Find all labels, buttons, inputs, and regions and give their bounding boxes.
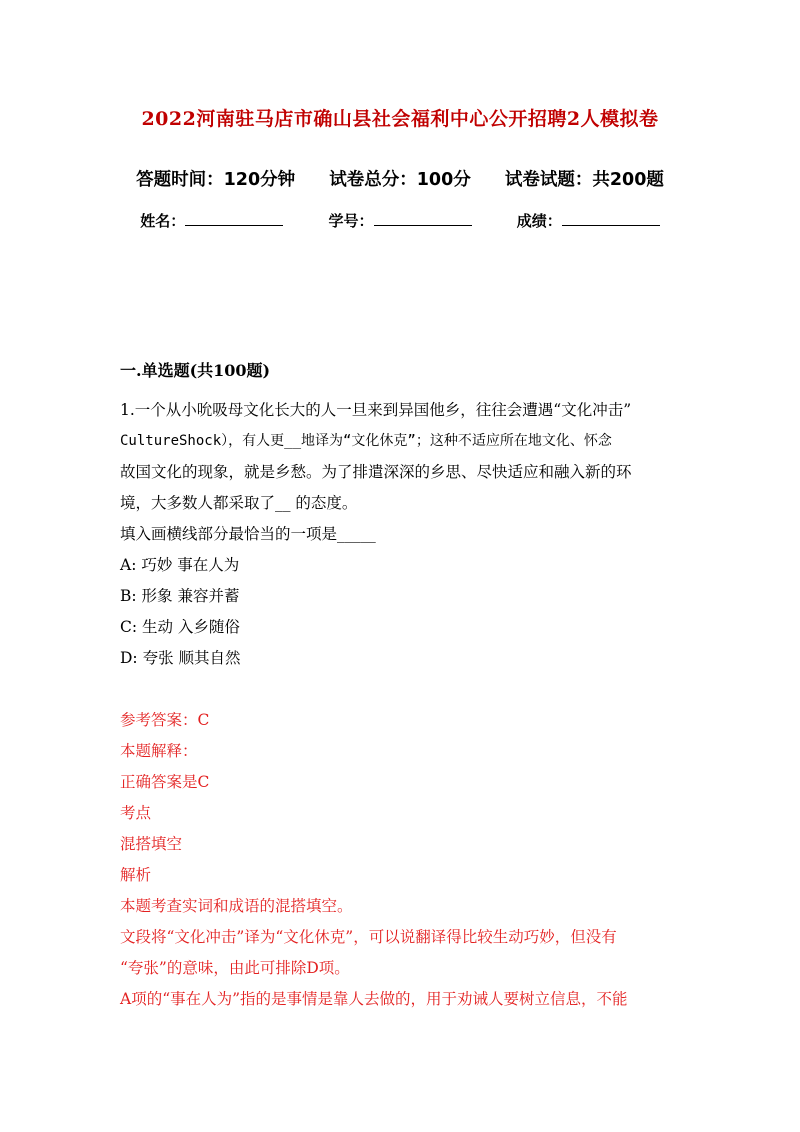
analysis-line: A项的“事在人为”指的是事情是靠人去做的，用于劝诫人要树立信息，不能 bbox=[120, 990, 628, 1008]
correct-answer: 正确答案是C bbox=[120, 773, 210, 791]
question-prompt: 填入画横线部分最恰当的一项是_____ bbox=[120, 525, 376, 543]
name-blank bbox=[185, 211, 283, 226]
analysis-label: 解析 bbox=[120, 866, 152, 884]
exam-meta-row bbox=[0, 166, 800, 191]
option-d: D: 夸张 顺其自然 bbox=[120, 649, 241, 667]
exam-time: 答题时间：120分钟 bbox=[136, 170, 296, 190]
explanation-label: 本题解释： bbox=[120, 742, 198, 760]
topic-label: 考点 bbox=[120, 804, 152, 822]
question-stem-line: 境，大多数人都采取了__ 的态度。 bbox=[120, 494, 358, 512]
question-stem-line: CultureShock），有人更__地译为“文化休克”；这种不适应所在地文化、怀念 bbox=[120, 433, 612, 449]
option-list bbox=[120, 550, 680, 674]
score-field bbox=[517, 210, 660, 231]
option-c: C: 生动 入乡随俗 bbox=[120, 618, 240, 636]
section-title: 一.单选题(共100题) bbox=[120, 361, 271, 380]
name-field bbox=[140, 210, 283, 231]
question-stem-line: 故国文化的现象，就是乡愁。为了排遣深深的乡思、尽快适应和融入新的环 bbox=[120, 463, 632, 481]
student-id-blank bbox=[374, 211, 472, 226]
score-blank bbox=[562, 211, 660, 226]
name-label: 姓名： bbox=[140, 212, 186, 230]
document-title: 2022河南驻马店市确山县社会福利中心公开招聘2人模拟卷 bbox=[141, 108, 659, 130]
student-info-row bbox=[0, 210, 800, 231]
answer-block bbox=[120, 705, 680, 1015]
option-b: B: 形象 兼容并蓄 bbox=[120, 587, 240, 605]
question-stem-line: 1.一个从小吮吸母文化长大的人一旦来到异国他乡，往往会遭遇“文化冲击” bbox=[120, 401, 632, 419]
question-block bbox=[120, 395, 680, 1015]
analysis-line: 本题考查实词和成语的混搭填空。 bbox=[120, 897, 353, 915]
analysis-line: 文段将“文化冲击”译为“文化休克”，可以说翻译得比较生动巧妙，但没有 bbox=[120, 928, 617, 946]
student-id-label: 学号： bbox=[328, 212, 374, 230]
score-label: 成绩： bbox=[516, 212, 562, 230]
reference-answer: 参考答案：C bbox=[120, 711, 210, 729]
option-a: A: 巧妙 事在人为 bbox=[120, 556, 240, 574]
exam-question-count: 试卷试题：共200题 bbox=[504, 170, 664, 190]
exam-total-score: 试卷总分：100分 bbox=[329, 170, 471, 190]
analysis-line: “夸张”的意味，由此可排除D项。 bbox=[120, 959, 350, 977]
student-id-field bbox=[328, 210, 471, 231]
topic-value: 混搭填空 bbox=[120, 835, 183, 853]
